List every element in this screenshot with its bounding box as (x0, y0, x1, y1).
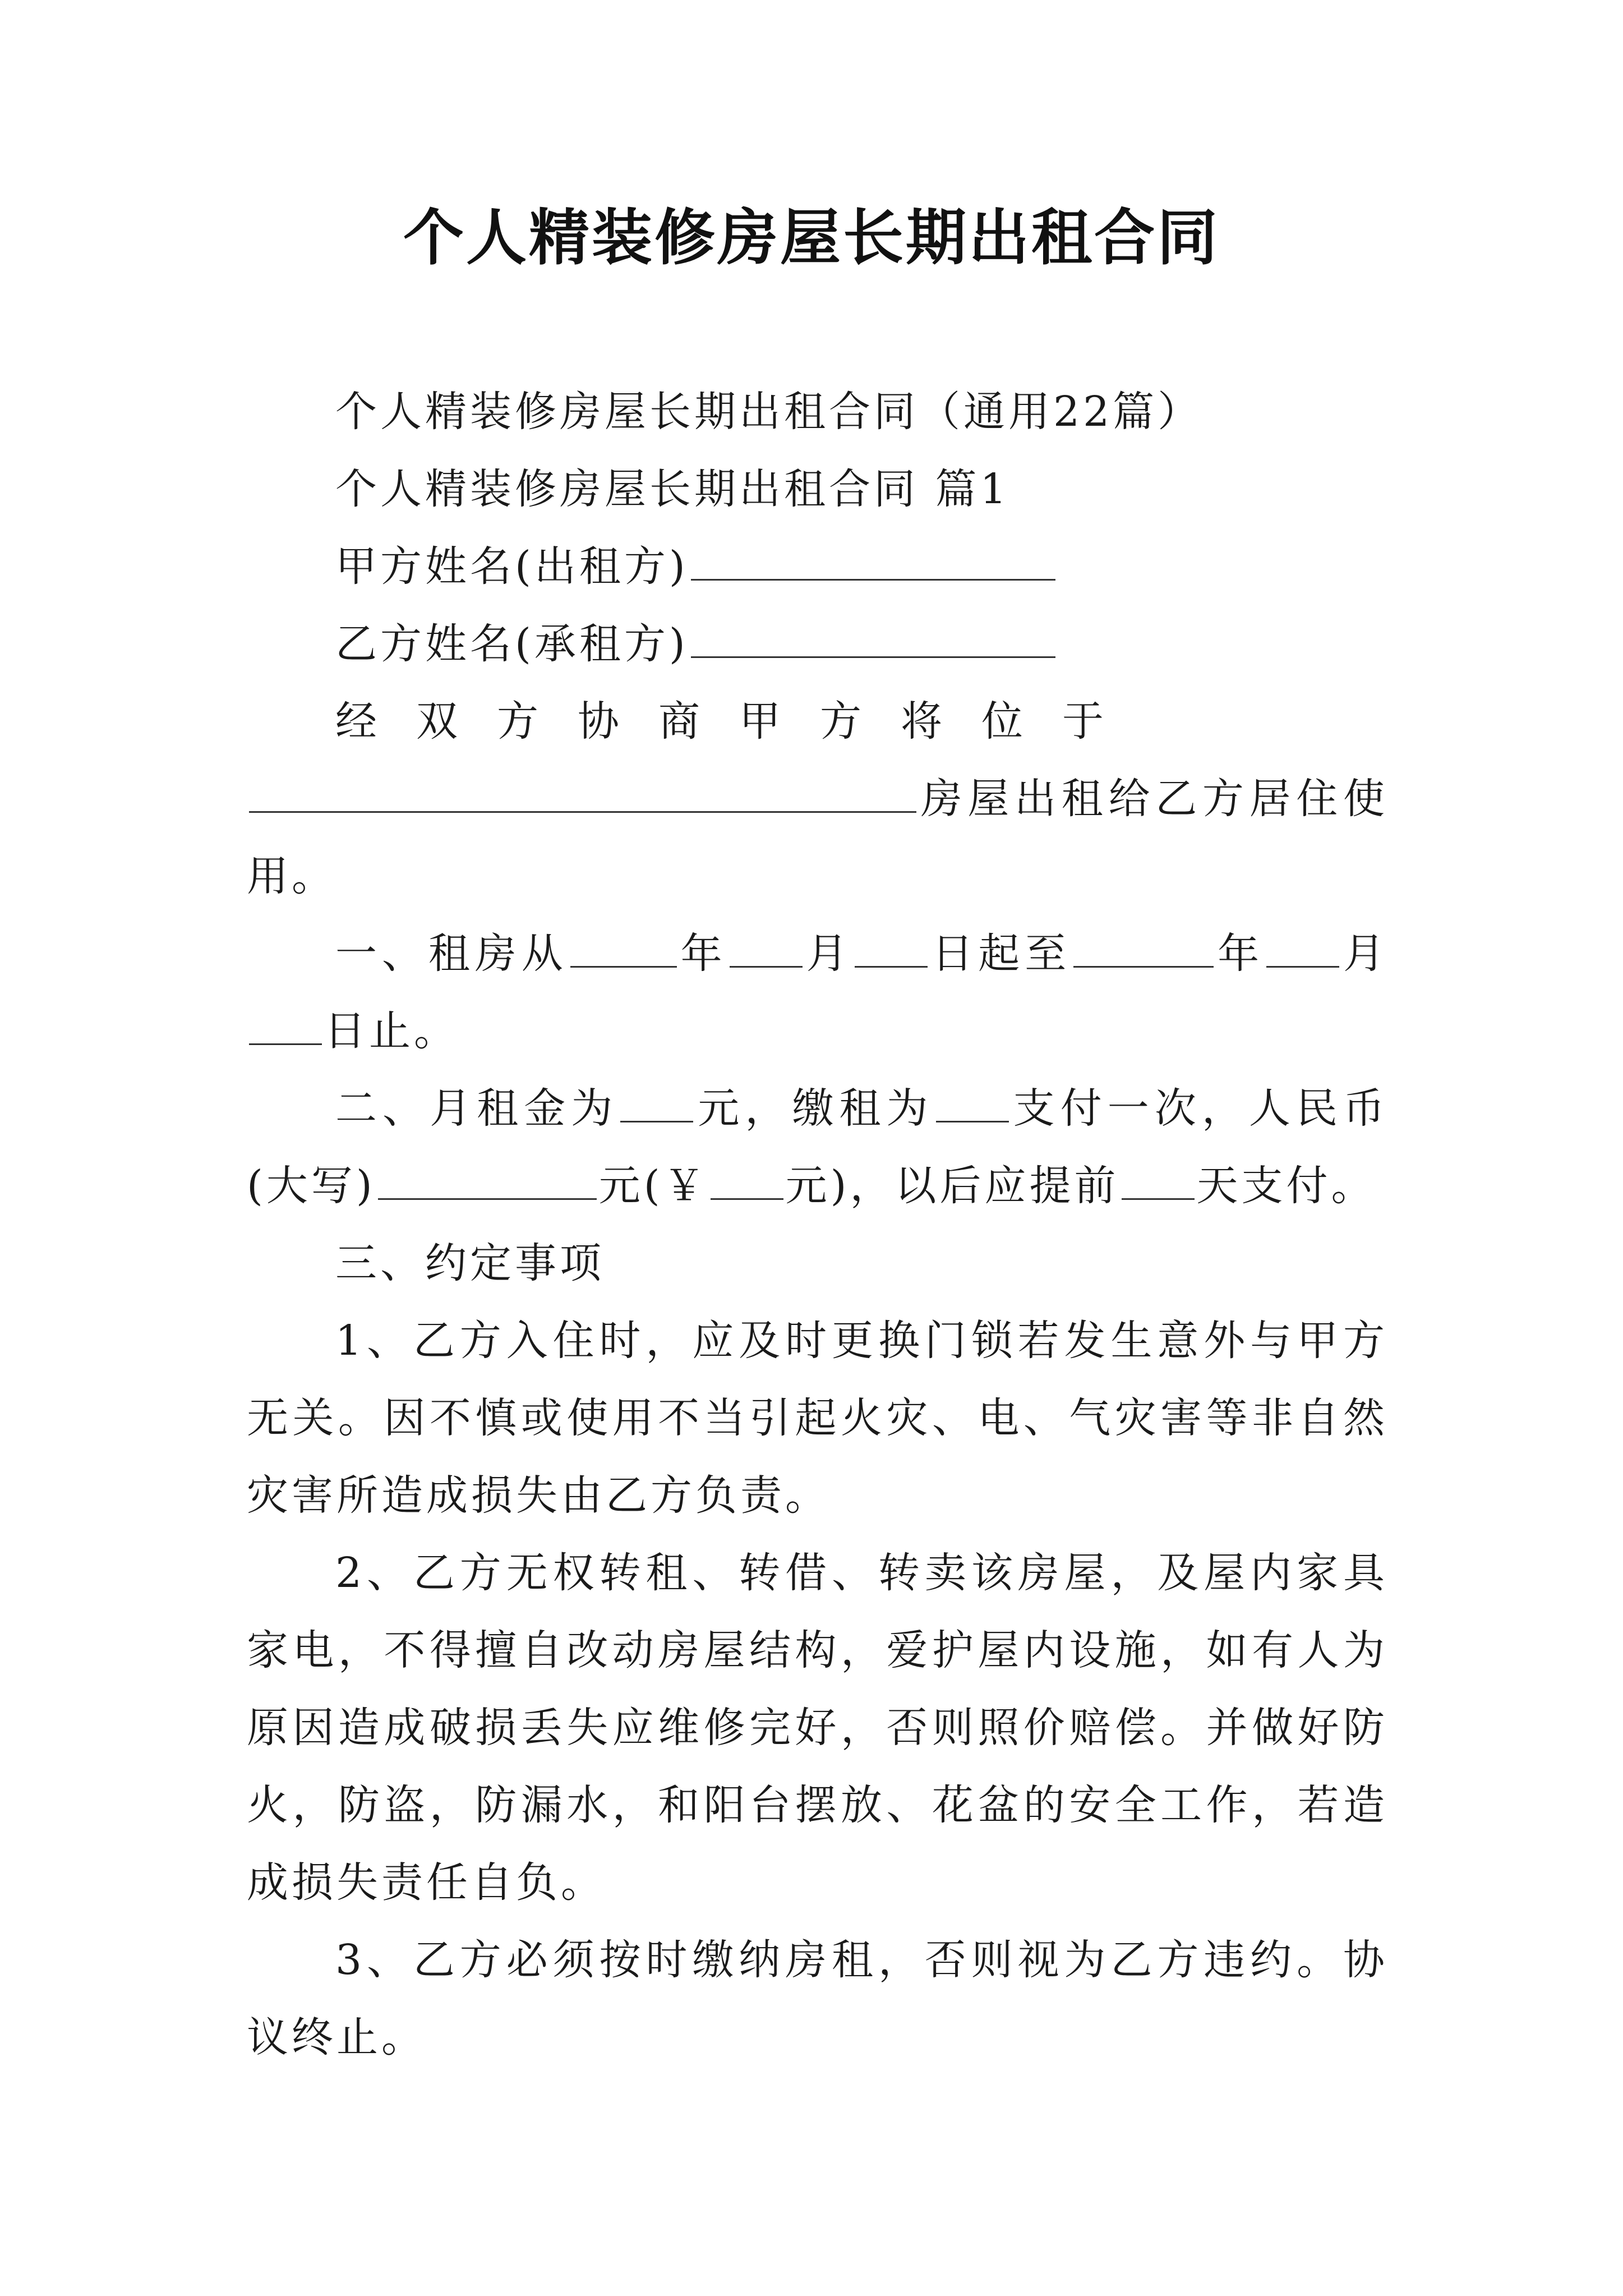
rent-part-5: 元)，以后应提前 (785, 1162, 1119, 1210)
clause-3: 3、乙方必须按时缴纳房租，否则视为乙方违约。协议终止。 (247, 1936, 1388, 2062)
amount-number-blank (711, 1163, 783, 1200)
terms-heading: 三、约定事项 (335, 1239, 605, 1287)
advance-days-blank (1122, 1163, 1195, 1200)
intro-line-1 (247, 683, 1388, 760)
intro-line-2 (247, 760, 1388, 915)
party-b-blank (691, 622, 1055, 658)
address-blank (249, 776, 916, 813)
start-day-blank (855, 931, 928, 968)
rent-part-3: 支付一次，人民币(大写) (247, 1084, 1389, 1210)
end-year-blank (1073, 931, 1214, 968)
start-year-blank (570, 931, 677, 968)
end-day-blank (249, 1009, 322, 1045)
clause-1: 1、乙方入住时，应及时更换门锁若发生意外与甲方无关。因不慎或使用不当引起火灾、电、气灾害等非自然灾害所造成损失由乙方负责。 (247, 1317, 1388, 1520)
rent-part-6: 天支付。 (1196, 1162, 1376, 1210)
rent-part-1: 二、月租金为 (335, 1084, 619, 1133)
party-b-line (247, 605, 1388, 683)
end-month-blank (1266, 931, 1339, 968)
term-prefix: 一、租房从 (335, 930, 568, 978)
term-day-1: 日起至 (930, 930, 1072, 978)
payment-period-blank (936, 1086, 1009, 1122)
term-month-2: 月 (1341, 930, 1388, 978)
section-heading: 个人精装修房屋长期出租合同 篇1 (335, 465, 1010, 513)
term-clause (247, 915, 1388, 1070)
rent-clause (247, 1070, 1388, 1225)
intro-text-1: 经双方协商甲方将位于 (335, 697, 1143, 746)
party-a-line (247, 528, 1388, 605)
party-b-label: 乙方姓名(承租方) (335, 620, 689, 668)
intro-text-2: 房屋出租给乙方居住使用。 (247, 775, 1388, 900)
party-a-label: 甲方姓名(出租方) (335, 542, 689, 591)
rent-part-4: 元(￥ (598, 1162, 708, 1210)
document-subtitle: 个人精装修房屋长期出租合同（通用22篇） (335, 388, 1203, 436)
rent-part-2: 元，缴租为 (695, 1084, 934, 1133)
party-a-blank (691, 544, 1055, 581)
document-body (247, 373, 1388, 2076)
start-month-blank (730, 931, 803, 968)
term-month-1: 月 (804, 930, 853, 978)
term-day-2: 日止。 (324, 1007, 459, 1055)
monthly-rent-blank (620, 1086, 693, 1122)
document-title: 个人精装修房屋长期出租合同 (403, 203, 1220, 273)
term-year-1: 年 (679, 930, 727, 978)
term-year-2: 年 (1216, 930, 1265, 978)
clause-2: 2、乙方无权转租、转借、转卖该房屋，及屋内家具家电，不得擅自改动房屋结构，爱护屋内设施，如有人为原因造成破损丢失应维修完好，否则照价赔偿。并做好防火，防盗，防漏水，和阳台摆放、花盆的安全工作，若造成损失责任自负。 (247, 1549, 1388, 1907)
amount-words-blank (378, 1163, 597, 1200)
